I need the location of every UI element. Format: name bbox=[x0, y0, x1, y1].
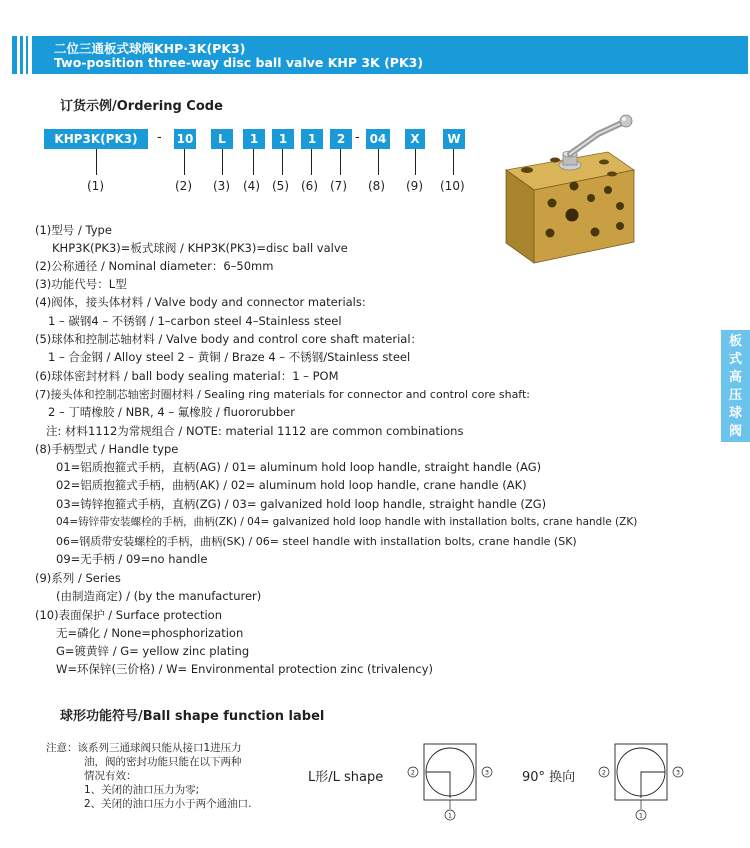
code-box-surface: W bbox=[443, 129, 465, 149]
spec-line: W=环保锌(三价格) / W= Environmental protection zinc (trivalency) bbox=[56, 662, 434, 676]
spec-line: (2)公称通径 / Nominal diameter：6–50mm bbox=[35, 259, 274, 273]
code-index: (2) bbox=[175, 179, 192, 193]
code-box-body-material: 1 bbox=[243, 129, 265, 149]
valve-illustration bbox=[500, 108, 635, 268]
code-box-diameter: 10 bbox=[174, 129, 196, 149]
code-index: (10) bbox=[440, 179, 465, 193]
spec-line: KHP3K(PK3)=板式球阀 / KHP3K(PK3)=disc ball valve bbox=[52, 241, 348, 255]
connector-line bbox=[378, 149, 379, 175]
spec-line: 1 – 合金钢 / Alloy steel 2 – 黄铜 / Braze 4 – 不锈钢/Stainless steel bbox=[48, 350, 411, 364]
spec-line: (1)型号 / Type bbox=[35, 223, 112, 237]
ordering-title: 订货示例/Ordering Code bbox=[60, 99, 223, 114]
l-shape-label: L形/L shape bbox=[308, 770, 384, 785]
port-1-label: 1 bbox=[638, 811, 644, 820]
code-box-ring-material: 2 bbox=[330, 129, 352, 149]
connector-line bbox=[453, 149, 454, 175]
spec-line: 03=铸锌抱箍式手柄，直柄(ZG) / 03= galvanized hold loop handle, straight handle (ZG) bbox=[56, 497, 547, 511]
connector-line bbox=[184, 149, 185, 175]
rotation-label: 90° 换向 bbox=[522, 770, 576, 785]
ball-shape-title: 球形功能符号/Ball shape function label bbox=[60, 709, 325, 724]
connector-line bbox=[415, 149, 416, 175]
spec-line: 06=钢质带安装螺栓的手柄，曲柄(SK) / 06= steel handle with installation bolts, crane handle (SK) bbox=[56, 535, 577, 548]
side-tab-char: 球 bbox=[728, 406, 742, 421]
connector-line bbox=[253, 149, 254, 175]
side-tab-char: 阀 bbox=[728, 424, 742, 439]
port-1-label: 1 bbox=[447, 811, 453, 820]
spec-line: (4)阀体，接头体材料 / Valve body and connector materials: bbox=[35, 295, 366, 309]
code-box-type: KHP3K(PK3) bbox=[44, 129, 148, 149]
code-index: (8) bbox=[368, 179, 385, 193]
side-tab-char: 式 bbox=[728, 352, 742, 367]
rotation-diagram bbox=[595, 740, 687, 824]
code-index: (3) bbox=[213, 179, 230, 193]
title-en: Two-position three-way disc ball valve KHP 3K (PK3) bbox=[54, 55, 424, 70]
header-banner bbox=[12, 36, 748, 74]
code-box-seal-material: 1 bbox=[301, 129, 323, 149]
spec-line: (10)表面保护 / Surface protection bbox=[35, 608, 223, 622]
spec-line: (9)系列 / Series bbox=[35, 571, 121, 585]
spec-line: (3)功能代号：L型 bbox=[35, 277, 127, 291]
code-index: (7) bbox=[330, 179, 347, 193]
spec-line: (由制造商定) / (by the manufacturer) bbox=[56, 589, 262, 603]
side-tab-char: 板 bbox=[728, 334, 742, 349]
code-index: (1) bbox=[87, 179, 104, 193]
code-index: (6) bbox=[301, 179, 318, 193]
side-tab-char: 高 bbox=[728, 370, 742, 385]
ball-note-line: 1、关闭的油口压力为零; bbox=[84, 784, 200, 796]
spec-line: 02=铝质抱箍式手柄，曲柄(AK) / 02= aluminum hold loop handle, crane handle (AK) bbox=[56, 478, 527, 492]
ball-note-line: 注意：该系列三通球阀只能从接口1进压力 bbox=[46, 742, 242, 754]
spec-line: G=镀黄锌 / G= yellow zinc plating bbox=[56, 644, 250, 658]
banner-stripe bbox=[20, 36, 23, 74]
code-box-ball-material: 1 bbox=[272, 129, 294, 149]
connector-line bbox=[311, 149, 312, 175]
spec-line: 01=铝质抱箍式手柄，直柄(AG) / 01= aluminum hold loop handle, straight handle (AG) bbox=[56, 460, 542, 474]
banner-stripe bbox=[12, 36, 17, 74]
port-2-label: 2 bbox=[601, 768, 607, 777]
spec-line: 09=无手柄 / 09=no handle bbox=[56, 552, 208, 566]
side-tab-char: 压 bbox=[728, 388, 742, 403]
banner-stripe bbox=[26, 36, 28, 74]
ball-note-line: 2、关闭的油口压力小于两个通油口. bbox=[84, 798, 252, 810]
connector-line bbox=[340, 149, 341, 175]
spec-note: 注: 材料1112为常规组合 / NOTE: material 1112 are common combinations bbox=[46, 424, 464, 438]
connector-line bbox=[282, 149, 283, 175]
spec-line: (5)球体和控制芯轴材料 / Valve body and control core shaft material： bbox=[35, 332, 423, 346]
ball-note-line: 情况有效： bbox=[84, 770, 137, 782]
spec-line: 04=铸锌带安装螺栓的手柄，曲柄(ZK) / 04= galvanized hold loop handle with installation bolts, crane handle (ZK) bbox=[56, 516, 638, 528]
spec-line: (6)球体密封材料 / ball body sealing material：1 – POM bbox=[35, 369, 339, 383]
title-cn: 二位三通板式球阀KHP·3K(PK3) bbox=[54, 41, 246, 56]
side-category-tab bbox=[721, 330, 750, 442]
code-box-series: X bbox=[405, 129, 425, 149]
spec-line: (8)手柄型式 / Handle type bbox=[35, 442, 179, 456]
code-index: (9) bbox=[406, 179, 423, 193]
code-dash: - bbox=[157, 130, 162, 145]
spec-line: 无=磷化 / None=phosphorization bbox=[56, 626, 244, 640]
connector-line bbox=[96, 149, 97, 175]
code-box-handle: 04 bbox=[366, 129, 390, 149]
port-3-label: 3 bbox=[484, 768, 490, 777]
spec-line: 1 – 碳钢4 – 不锈钢 / 1–carbon steel 4–Stainless steel bbox=[48, 314, 342, 328]
port-3-label: 3 bbox=[675, 768, 681, 777]
connector-line bbox=[222, 149, 223, 175]
l-shape-diagram bbox=[404, 740, 496, 824]
code-index: (5) bbox=[272, 179, 289, 193]
code-box-function: L bbox=[211, 129, 233, 149]
spec-line: (7)接头体和控制芯轴密封圈材料 / Sealing ring materials for connector and control core shaft: bbox=[35, 388, 531, 401]
spec-line: 2 – 丁晴橡胶 / NBR, 4 – 氟橡胶 / fluororubber bbox=[48, 405, 295, 419]
ball-note-line: 油，阀的密封功能只能在以下两种 bbox=[84, 756, 242, 768]
port-2-label: 2 bbox=[410, 768, 416, 777]
code-index: (4) bbox=[243, 179, 260, 193]
code-dash: - bbox=[355, 130, 360, 145]
